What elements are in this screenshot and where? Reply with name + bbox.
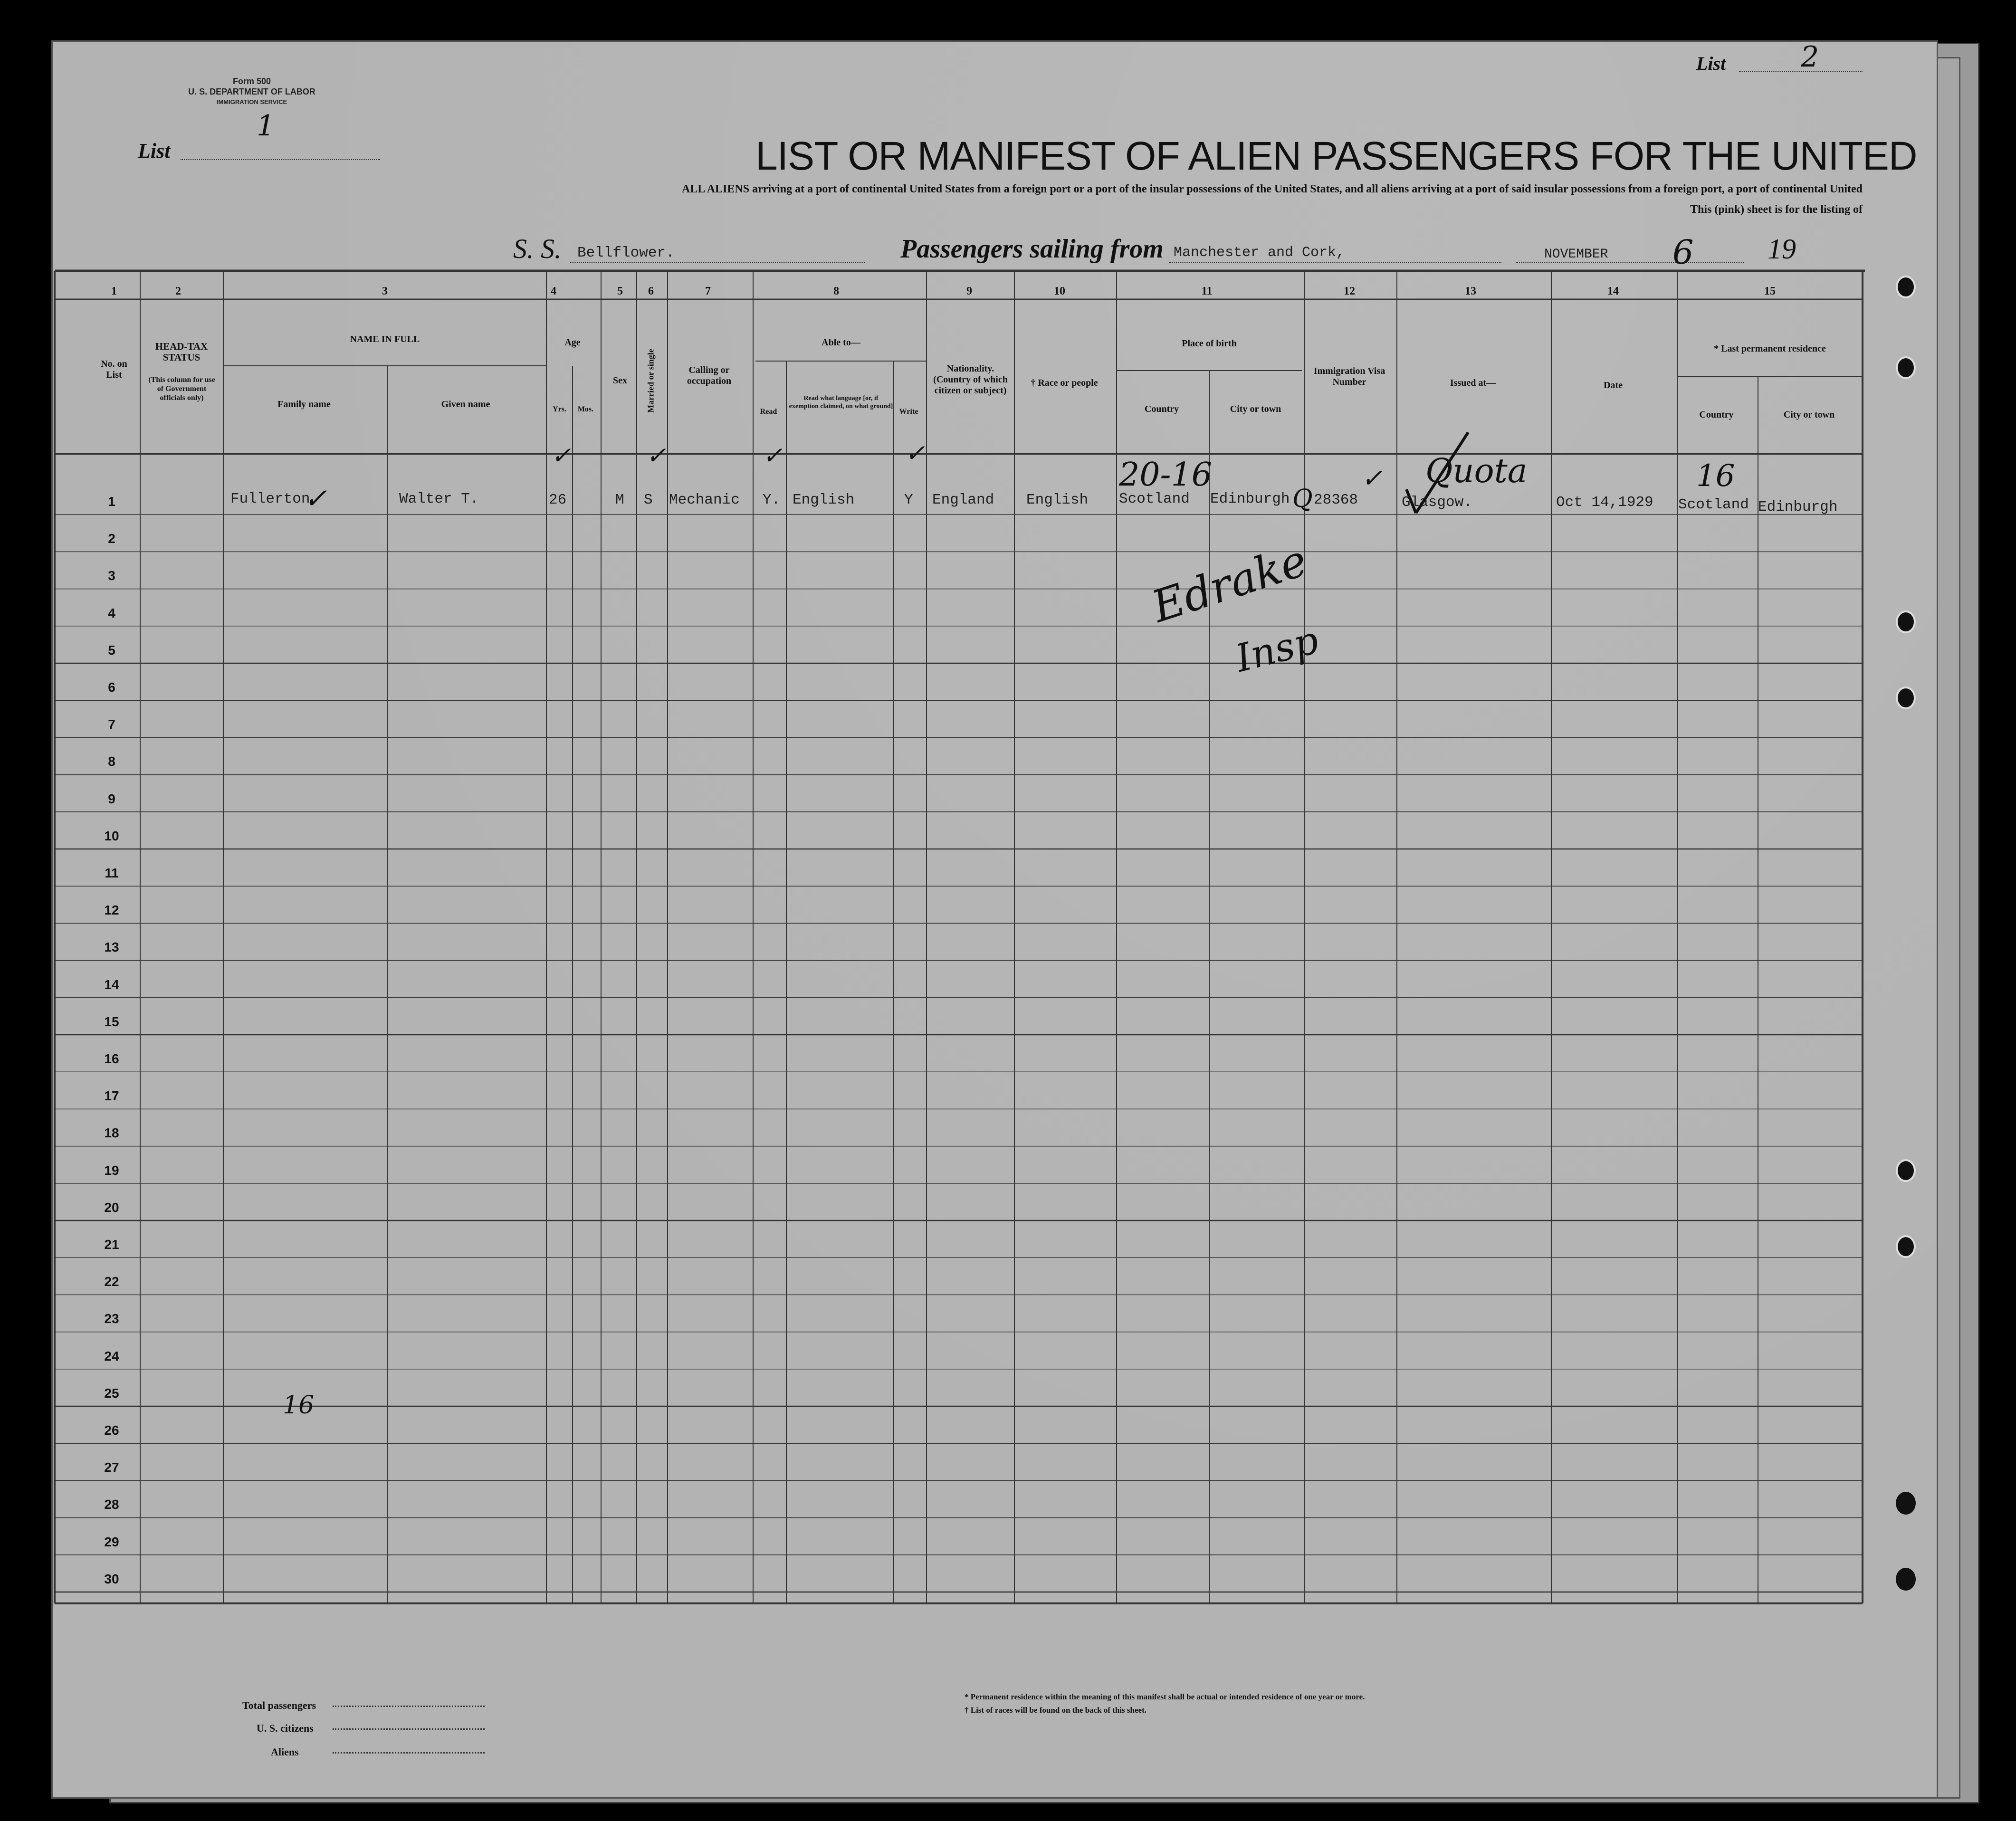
header-family-name: Family name <box>277 399 331 410</box>
row-number: 6 <box>108 680 115 695</box>
header-res-city: City or town <box>1783 410 1835 420</box>
header-place-of-birth: Place of birth <box>1182 338 1237 349</box>
check-mark: ✓ <box>551 442 571 469</box>
column-number: 9 <box>966 285 972 297</box>
header-sex: Sex <box>613 375 627 386</box>
header-visa: Immigration Visa Number <box>1313 366 1385 387</box>
header-calling: Calling or occupation <box>687 365 732 386</box>
residence-city: Edinburgh <box>1758 499 1838 515</box>
header-date: Date <box>1604 380 1623 391</box>
column-number: 11 <box>1201 285 1213 297</box>
header-yrs: Yrs. <box>553 405 566 413</box>
header-name-in-full: NAME IN FULL <box>350 334 420 344</box>
top-list-number: 2 <box>1801 40 1819 74</box>
ports: Manchester and Cork, <box>1174 245 1345 261</box>
residence-country: Scotland <box>1678 496 1749 513</box>
check-mark: ✓ <box>646 442 666 469</box>
header-mos: Mos. <box>577 405 594 413</box>
row-number: 29 <box>104 1534 119 1549</box>
header-nationality: Nationality. (Country of which citizen or subject) <box>933 363 1008 396</box>
row-number: 7 <box>108 717 115 732</box>
header-write: Write <box>899 408 918 416</box>
quota-annotation: Quota <box>1425 451 1528 490</box>
binder-hole <box>1896 610 1916 633</box>
subtitle-line1: ALL ALIENS arriving at a port of continental United States from a foreign port or a port of the insular possessions of the United States, and all aliens arriving at a port of said insular possessions from a foreign port, a port of continental United <box>682 183 1863 195</box>
column-number: 6 <box>648 285 654 297</box>
header-birth-city: City or town <box>1230 404 1281 414</box>
column-number: 15 <box>1764 285 1776 297</box>
header-able-to: Able to— <box>822 337 860 348</box>
header-head-tax: HEAD-TAX STATUS <box>155 341 208 363</box>
row-number: 22 <box>104 1274 119 1289</box>
visa-prefix: Q <box>1292 485 1313 513</box>
header-age: Age <box>564 337 581 348</box>
department: U. S. DEPARTMENT OF LABOR <box>188 87 315 96</box>
row-number: 26 <box>104 1423 119 1438</box>
header-given-name: Given name <box>441 399 490 410</box>
footnote-races: † List of races will be found on the back of this sheet. <box>965 1706 1147 1715</box>
column-number: 1 <box>111 285 117 297</box>
inspector-title: Insp <box>1231 618 1323 681</box>
row26-annotation: 16 <box>283 1391 315 1420</box>
year-label: 19 <box>1768 233 1796 265</box>
total-passengers-label: Total passengers <box>242 1699 316 1711</box>
column-number: 5 <box>617 285 623 297</box>
column-number: 10 <box>1054 285 1065 297</box>
header-race: † Race or people <box>1031 378 1098 388</box>
row-number: 10 <box>104 828 119 843</box>
header-read: Read <box>760 408 777 416</box>
subtitle-line2: This (pink) sheet is for the listing of <box>1690 203 1863 216</box>
issued-at: Glasgow. <box>1402 494 1472 511</box>
row-number: 25 <box>104 1385 119 1401</box>
age-years: 26 <box>549 492 567 508</box>
column-number: 4 <box>551 285 556 297</box>
visa-number: 28368 <box>1314 492 1358 508</box>
header-issued-at: Issued at— <box>1450 378 1496 388</box>
binder-hole <box>1896 1235 1916 1258</box>
column-number: 8 <box>833 285 839 297</box>
can-write: Y <box>904 492 913 508</box>
check-mark: ✓ <box>1361 463 1383 493</box>
row-number: 5 <box>108 642 115 658</box>
binder-hole <box>1896 1492 1916 1515</box>
row-number: 28 <box>104 1497 119 1512</box>
occupation: Mechanic <box>669 492 740 508</box>
binder-hole <box>1896 356 1916 379</box>
birth-country: Scotland <box>1119 491 1190 507</box>
can-read: Y. <box>763 492 781 508</box>
check-mark: ✓ <box>763 442 783 469</box>
service: IMMIGRATION SERVICE <box>216 98 287 105</box>
header-married: Married or single <box>646 349 656 413</box>
list-label: List <box>138 139 171 162</box>
header-last-residence: * Last permanent residence <box>1714 343 1826 354</box>
binder-hole <box>1896 1159 1916 1182</box>
binder-hole <box>1896 276 1916 298</box>
row-number: 16 <box>104 1051 119 1066</box>
row-number: 18 <box>104 1125 119 1141</box>
row-number: 21 <box>104 1237 119 1252</box>
header-read-language: Read what language [or, if exemption claimed, on what ground] <box>789 395 893 410</box>
family-name: Fullerton <box>230 491 310 507</box>
form-number: Form 500 <box>232 76 271 86</box>
row-number: 9 <box>108 791 115 806</box>
sailing-day: 6 <box>1672 233 1694 272</box>
row-number: 15 <box>104 1014 119 1029</box>
visa-date: Oct 14,1929 <box>1556 494 1653 511</box>
birth-annotation: 20-16 <box>1119 456 1213 494</box>
row-number: 30 <box>104 1571 119 1586</box>
header-no-on-list: No. on List <box>101 359 127 380</box>
row-number: 13 <box>104 940 119 955</box>
ss-label: S. S. <box>513 233 562 264</box>
aliens-line <box>333 1752 485 1754</box>
footnote-residence: * Permanent residence within the meaning of this manifest shall be actual or intended residence of one year or more. <box>965 1692 1365 1701</box>
row-number: 2 <box>108 531 115 546</box>
nationality: England <box>932 492 994 508</box>
row-number: 12 <box>104 903 119 918</box>
row-number: 11 <box>105 866 119 880</box>
header-head-tax-note: (This column for use of Government officials only) <box>148 376 215 402</box>
binder-hole <box>1896 1568 1916 1591</box>
row-number: 24 <box>104 1348 119 1363</box>
given-name: Walter T. <box>399 491 479 507</box>
marital-status: S <box>644 492 653 508</box>
header-birth-country: Country <box>1144 404 1179 414</box>
citizens-line <box>333 1728 485 1730</box>
row-number: 20 <box>104 1200 119 1215</box>
column-number: 14 <box>1607 285 1619 297</box>
column-number: 2 <box>175 285 181 297</box>
row-number: 14 <box>104 977 119 992</box>
top-list-label: List <box>1696 53 1726 74</box>
row-number: 1 <box>108 494 115 509</box>
list-number: 1 <box>257 109 275 143</box>
aliens-label: Aliens <box>271 1746 299 1758</box>
row-number: 3 <box>108 568 115 583</box>
birth-city: Edinburgh <box>1210 491 1290 507</box>
row-number: 27 <box>104 1460 119 1475</box>
row-number: 8 <box>108 754 115 769</box>
inspector-signature: Edrake <box>1146 534 1313 633</box>
row-number: 23 <box>104 1311 119 1326</box>
column-number: 3 <box>382 285 388 297</box>
column-number: 13 <box>1465 285 1476 297</box>
column-number: 12 <box>1344 285 1355 297</box>
read-language: English <box>793 492 855 508</box>
check-mark: ✓ <box>905 439 925 467</box>
binder-hole <box>1896 686 1916 709</box>
us-citizens-label: U. S. citizens <box>257 1722 314 1734</box>
sex: M <box>615 492 624 508</box>
quota-slash <box>1387 428 1473 523</box>
page-title: LIST OR MANIFEST OF ALIEN PASSENGERS FOR THE UNITED <box>755 133 1917 178</box>
sailing-month: NOVEMBER <box>1544 247 1608 262</box>
header-res-country: Country <box>1699 410 1734 420</box>
row-number: 19 <box>104 1163 119 1178</box>
total-line <box>333 1706 485 1707</box>
check-mark: ✓ <box>304 482 327 515</box>
row-number: 17 <box>104 1088 119 1104</box>
ship-name: Bellflower. <box>577 245 675 261</box>
sailing-label: Passengers sailing from <box>900 234 1164 264</box>
residence-annotation: 16 <box>1696 458 1735 494</box>
row-number: 4 <box>108 605 115 620</box>
column-number: 7 <box>705 285 711 297</box>
race: English <box>1026 492 1089 508</box>
